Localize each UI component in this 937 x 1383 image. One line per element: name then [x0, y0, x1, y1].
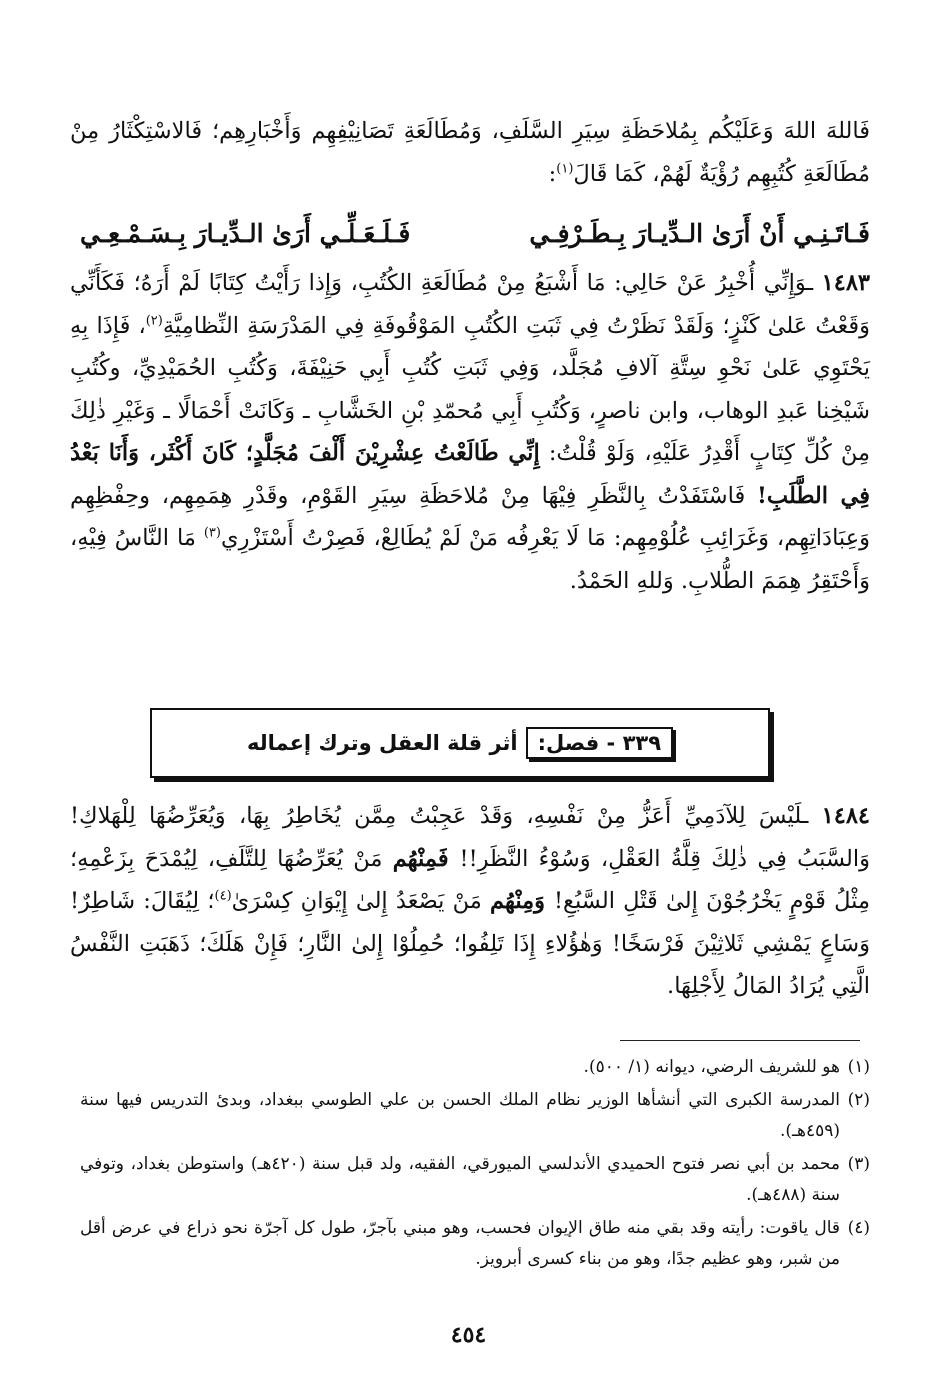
footnote-text: هو للشريف الرضي، ديوانه (١/ ٥٠٠). — [583, 1057, 840, 1077]
paragraph-1484 — [70, 795, 870, 1008]
section-title: أثر قلة العقل وترك إعماله — [247, 731, 518, 755]
footnote-number: (١) — [847, 1057, 870, 1077]
footnote-ref-3[interactable]: (٣) — [203, 525, 221, 541]
footnote-text: محمد بن أبي نصر فتوح الحميدي الأندلسي الميورقي، الفقيه، ولد قبل سنة (٤٢٠هـ) واستوطن بغداد، وتوفي سنة (٤٨٨هـ). — [80, 1154, 840, 1205]
footnote-number: (٣) — [847, 1154, 870, 1174]
footnote-2 — [80, 1085, 870, 1147]
paragraph-number: ١٤٨٤ — [821, 803, 870, 829]
paragraph-text: مَنْ يَصْعَدُ إِلىٰ إِيْوَانِ كِسْرَىٰ — [231, 888, 490, 914]
footnote-text: المدرسة الكبرى التي أنشأها الوزير نظام الملك الحسن بن علي الطوسي ببغداد، وبدئ التدريس فيها سنة (٤٥٩هـ). — [80, 1090, 840, 1141]
footnote-1 — [80, 1052, 870, 1083]
poem-hemistich-1: فَـاتَـنِـي أَنْ أَرَىٰ الـدِّيـارَ بِـطَـرْفِـي — [529, 219, 870, 248]
footnote-3 — [80, 1149, 870, 1211]
footnote-text: قال ياقوت: رأيته وقد بقي منه طاق الإيوان فحسب، وهو مبني بآجرّ، طول كل آجرّة نحو ذراع في عرض أقل من شبر، وهو عظيم جدًا، وهو من بناء كسرى أبرويز. — [80, 1218, 840, 1269]
footnote-ref-4[interactable]: (٤) — [214, 888, 232, 904]
section-number: ٣٣٩ - فصل: — [526, 727, 673, 759]
paragraph-text: مَنْ يُعَرِّضُهَا لِلتَّلَفِ، لِيُمْدَحَ بِزَعْمِهِ؛ مِثْلُ قَوْمٍ يَخْرُجُوْنَ إِلىٰ قَتْلِ السَّبُعِ! — [70, 845, 870, 914]
paragraph-text: ؛ لِيُقَالَ: شَاطِرٌ! وَسَاعٍ يَمْشِي ثَلاثِيْنَ فَرْسَخًا! وَهٰؤُلاءِ إِذَا تَلِفُوا؛ حُمِلُوْا إِلىٰ النَّارِ؛ فَإِنْ هَلَكَ؛ ذَهَبَتِ النَّفْسُ الَّتِي يُرَادُ المَالُ لِأَجْلِهَا. — [70, 888, 870, 999]
page-number: ٤٥٤ — [450, 1322, 487, 1348]
footnote-4 — [80, 1213, 870, 1275]
paragraph-text: ـوَإِنِّي أُخْبِرُ عَنْ حَالِي: مَا أَشْبَعُ مِنْ مُطَالَعَةِ الكُتُبِ، وَإِذا رَأَيْتُ كِتَابًا لَمْ أَرَهُ؛ فَكَأَنِّي وَقَعْتُ عَلىٰ كَنْزٍ؛ وَلَقَدْ نَظَرْتُ فِي ثَبَتِ الكُتُبِ المَوْقُوفَةِ فِي المَدْرَسَةِ النِّظامِيَّةِ — [70, 270, 870, 339]
intro-line-2-end: : — [548, 160, 557, 187]
paragraph-number: ١٤٨٣ — [821, 270, 870, 296]
paragraph-text: مَا النَّاسُ فِيْهِ، وَأَحْتَقِرُ هِمَمَ الطُّلابِ. وَللهِ الحَمْدُ. — [70, 525, 870, 594]
footnote-number: (٢) — [847, 1090, 870, 1110]
emphasis-text: وَمِنْهُم — [490, 888, 554, 914]
footnotes — [80, 1052, 870, 1277]
footnote-ref-1[interactable]: (١) — [556, 161, 574, 176]
footnote-number: (٤) — [847, 1218, 870, 1238]
section-heading — [150, 708, 770, 778]
footnote-divider — [620, 1040, 860, 1041]
poem-verse — [80, 212, 870, 256]
footnote-ref-2[interactable]: (٢) — [145, 313, 163, 328]
poem-hemistich-2: فَـلَـعَـلِّـي أَرَىٰ الـدِّيـارَ بِـسَـمْـعِـي — [80, 219, 411, 248]
intro-line-1: فَاللهَ اللهَ وَعَلَيْكُم بِمُلاحَظَةِ سِيَرِ السَّلَفِ، وَمُطَالَعَةِ تَصَانِيْفِهِم وَأَخْبَارِهِم؛ — [212, 118, 871, 144]
paragraph-text: فَاسْتَفَدْتُ بِالنَّظَرِ فِيْهَا مِنْ مُلاحَظَةِ سِيَرِ القَوْمِ، وقَدْرِ هِمَمِهِم، وحِفْظِهِم وَعِبَادَاتِهِم، وَغَرَائِبِ عُلُوْمِهِم: مَا لَا يَعْرِفُه مَنْ لَمْ يُطَالِعْ، فَصِرْتُ أَسْتَزْرِي — [70, 482, 871, 551]
emphasis-text: إِنِّي طَالَعْتُ عِشْرِيْنَ أَلْفَ مُجَلَّدٍ؛ كَانَ أَكْثَر، وَأَنَا بَعْدُ فِي الطَّلَبِ! — [70, 440, 871, 509]
paragraph-text: ، فَإِذَا بِهِ يَحْتَوِي عَلىٰ نَحْوِ سِتَّةِ آلافِ مُجَلَّد، وَفِي ثَبَتِ كُتُبِ أَبِي حَنِيْفَةَ، وَكُتُبِ الحُمَيْدِيِّ، وكُتُبِ شَيْخِنا عَبدِ الوهاب، وابن ناصرٍ، وَكُتُبِ أَبِي مُحمّدِ بْنِ الخَشَّابِ ـ وَكَانَتْ أَحْمَالًا ـ وَغَيْرِ ذٰلِكَ مِنْ كُلِّ كِتَابٍ أَقْدِرُ عَلَيْهِ، وَلَوْ قُلْتُ: — [70, 312, 870, 466]
intro-line-2: فَالاسْتِكْثَارُ مِنْ مُطَالَعَةِ كُتُبِهِم رُؤْيَةٌ لَهُمْ، كَمَا قَالَ — [70, 118, 870, 187]
paragraph-text: ـلَيْسَ لِلآدَمِيِّ أَعَزُّ مِنْ نَفْسِهِ، وَقَدْ عَجِبْتُ مِمَّن يُخَاطِرُ بِهَا، وَيُعَرِّضُهَا لِلْهَلاكِ! وَالسَّبَبُ فِي ذٰلِكَ قِلَّةُ العَقْلِ، وَسُوْءُ النَّظَرِ!! — [70, 803, 871, 872]
emphasis-text: فَمِنْهُم — [392, 845, 460, 872]
paragraph-1483 — [70, 262, 870, 602]
intro-paragraph — [70, 110, 870, 195]
